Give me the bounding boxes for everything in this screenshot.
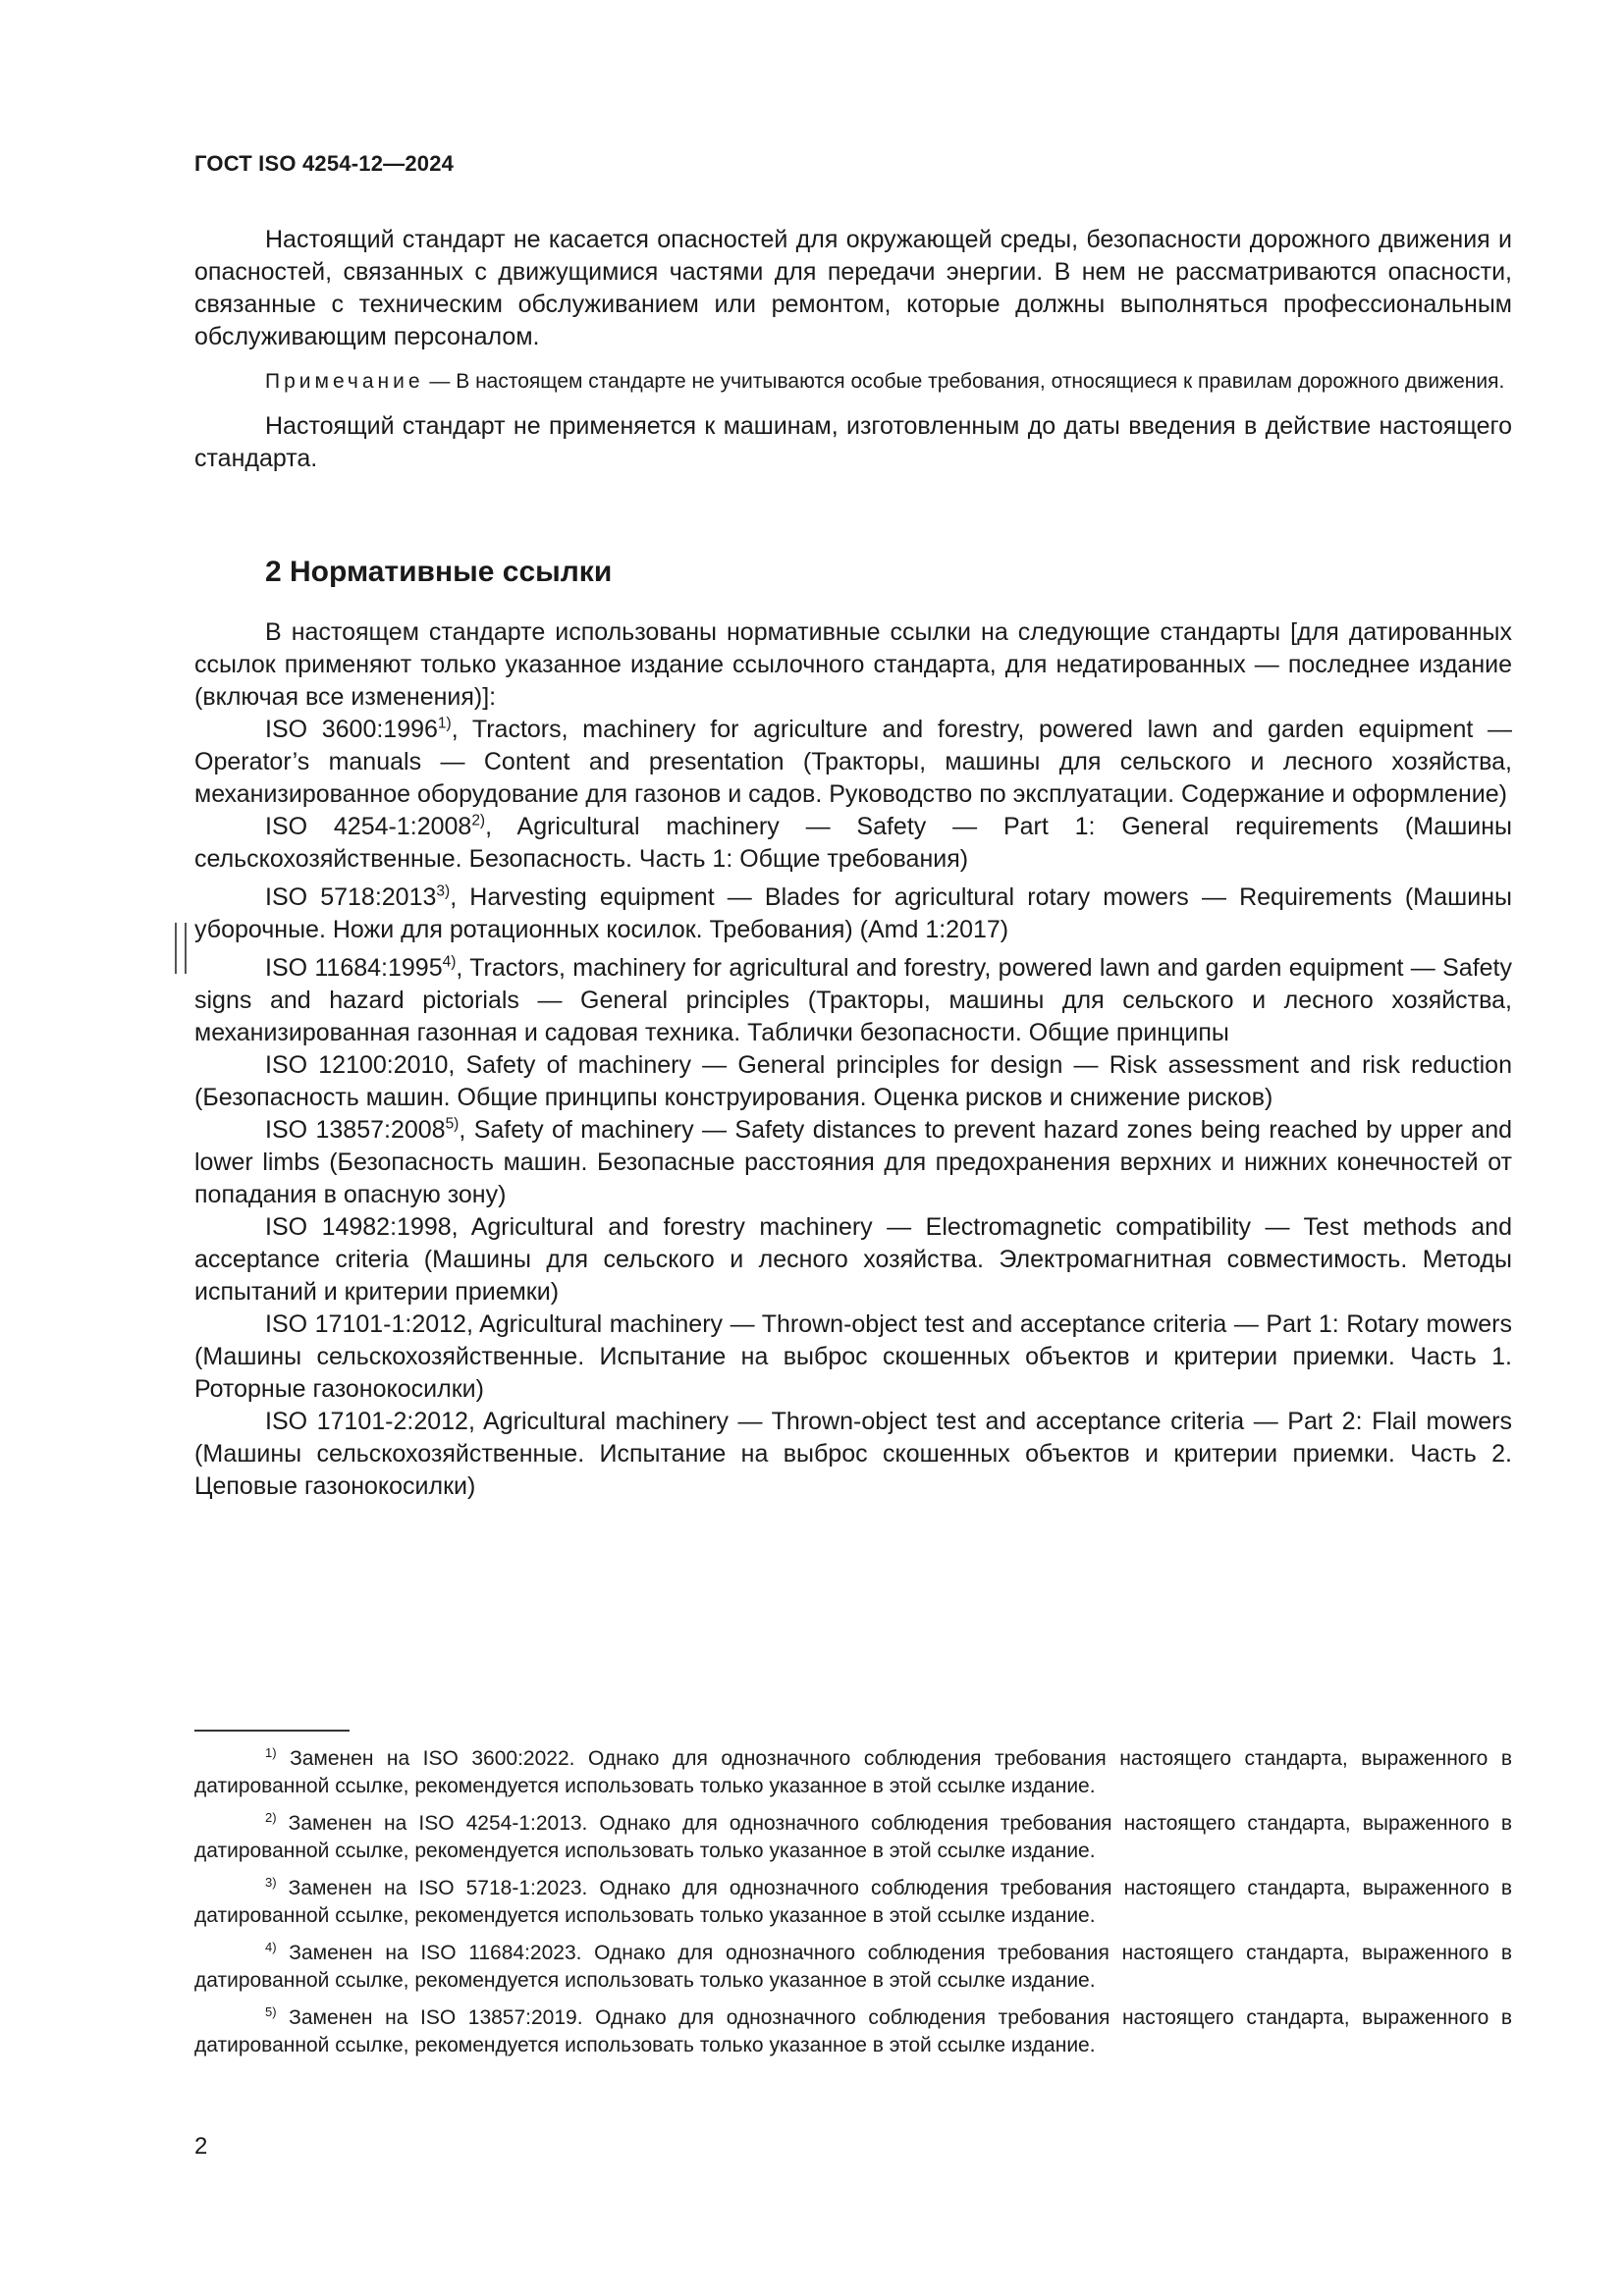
footnote-text: Заменен на ISO 3600:2022. Однако для однозначного соблюдения требования настоящего стандарта, выраженного в датированной ссылке, рекомендуется использовать только указанное в этой ссылке издание. [194,1747,1512,1797]
footnote-number: 4) [265,1940,277,1955]
reference-code: ISO 11684:1995 [265,954,443,982]
note-text: — В настоящем стандарте не учитываются особые требования, относящиеся к правилам дорожного движения. [423,370,1505,393]
reference-code: ISO 17101-2:2012 [265,1408,468,1435]
reference-code: ISO 12100:2010 [265,1051,449,1079]
reference-text: , Agricultural machinery — Thrown-object test and acceptance criteria — Part 2: Flail mowers (Машины сельскохозяйственные. Испытание на выброс скошенных объектов и критерии приемки. Часть 2. Цеповые газонокосилки) [194,1408,1512,1500]
reference-item [194,811,1512,876]
footnote [194,2004,1512,2059]
footnote [194,1875,1512,1930]
reference-code: ISO 3600:1996 [265,716,438,743]
references-intro: В настоящем стандарте использованы нормативные ссылки на следующие стандарты [для датированных ссылок применяют только указанное издание ссылочного стандарта, для недатированных — последнее издание (включая все изменения)]: [194,618,1512,711]
scope-continuation [194,224,1512,475]
reference-code: ISO 4254-1:2008 [265,813,472,840]
footnote-number: 2) [265,1810,277,1826]
section-normative-references [194,556,1512,1503]
page-number: 2 [194,2133,208,2160]
reference-item [194,1308,1512,1406]
reference-code: ISO 5718:2013 [265,883,437,911]
footnote-marker: 3) [436,882,451,900]
reference-code: ISO 17101-1:2012 [265,1310,466,1338]
footnote [194,1745,1512,1800]
reference-item [194,1406,1512,1503]
footnote-marker: 2) [471,812,486,829]
reference-code: ISO 14982:1998 [265,1213,452,1241]
footnote [194,1940,1512,1995]
footnote-text: Заменен на ISO 13857:2019. Однако для однозначного соблюдения требования настоящего стандарта, выраженного в датированной ссылке, рекомендуется использовать только указанное в этой ссылке издание. [194,2006,1512,2056]
note-label: Примечание [265,370,424,393]
reference-text: , Harvesting equipment — Blades for agricultural rotary mowers — Requirements (Машины уборочные. Ножи для ротационных косилок. Требования) (Amd 1:2017) [194,883,1512,943]
reference-text: , Safety of machinery — General principles for design — Risk assessment and risk reduction (Безопасность машин. Общие принципы конструирования. Оценка рисков и снижение рисков) [194,1051,1512,1111]
footnote [194,1810,1512,1865]
scope-paragraph-2: Настоящий стандарт не применяется к машинам, изготовленным до даты введения в действие настоящего стандарта. [194,412,1512,472]
footnote-marker: 4) [442,953,457,971]
note-paragraph [194,367,1512,397]
reference-item [194,1211,1512,1308]
footnote-text: Заменен на ISO 4254-1:2013. Однако для однозначного соблюдения требования настоящего стандарта, выраженного в датированной ссылке, рекомендуется использовать только указанное в этой ссылке издание. [194,1812,1512,1862]
reference-item [194,952,1512,1049]
footnote-text: Заменен на ISO 11684:2023. Однако для однозначного соблюдения требования настоящего стандарта, выраженного в датированной ссылке, рекомендуется использовать только указанное в этой ссылке издание. [194,1942,1512,1992]
footnotes [194,1745,1512,2059]
footnote-number: 5) [265,2004,277,2020]
change-bar [175,923,187,974]
reference-text: , Agricultural and forestry machinery — Electromagnetic compatibility — Test methods and acceptance criteria (Машины для сельского и лесного хозяйства. Электромагнитная совместимость. Методы испытаний и критерии приемки) [194,1213,1512,1306]
footnote-number: 3) [265,1875,277,1891]
reference-text: , Tractors, machinery for agriculture and forestry, powered lawn and garden equipment — Operator’s manuals — Content and presentation (Тракторы, машины для сельского и лесного хозяйства, механизированное оборудование для газонов и садов. Руководство по эксплуатации. Содержание и оформление) [194,716,1512,808]
reference-item [194,1114,1512,1211]
footnote-number: 1) [265,1745,277,1761]
reference-item [194,1049,1512,1114]
footnote-marker: 5) [445,1115,460,1133]
footnote-text: Заменен на ISO 5718-1:2023. Однако для однозначного соблюдения требования настоящего стандарта, выраженного в датированной ссылке, рекомендуется использовать только указанное в этой ссылке издание. [194,1877,1512,1927]
reference-text: , Tractors, machinery for agricultural and forestry, powered lawn and garden equipment — Safety signs and hazard pictorials — General principles (Тракторы, машины для сельского и лесного хозяйства, механизированная газонная и садовая техника. Таблички безопасности. Общие принципы [194,954,1512,1046]
document-header: ГОСТ ISO 4254-12—2024 [194,151,455,176]
reference-item [194,881,1512,946]
reference-code: ISO 13857:2008 [265,1116,446,1144]
section-heading: 2 Нормативные ссылки [265,556,613,588]
scope-paragraph-1: Настоящий стандарт не касается опасностей для окружающей среды, безопасности дорожного движения и опасностей, связанных с движущимися частями для передачи энергии. В нем не рассматриваются опасности, связанные с техническим обслуживанием или ремонтом, которые должны выполняться профессиональным обслуживающим персоналом. [194,226,1512,350]
reference-text: , Agricultural machinery — Thrown-object test and acceptance criteria — Part 1: Rotary mowers (Машины сельскохозяйственные. Испытание на выброс скошенных объектов и критерии приемки. Часть 1. Роторные газонокосилки) [194,1310,1512,1403]
reference-text: , Safety of machinery — Safety distances to prevent hazard zones being reached by upper and lower limbs (Безопасность машин. Безопасные расстояния для предохранения верхних и нижних конечностей от попадания в опасную зону) [194,1116,1512,1208]
footnote-separator [194,1730,350,1732]
reference-text: , Agricultural machinery — Safety — Part 1: General requirements (Машины сельскохозяйственные. Безопасность. Часть 1: Общие требования) [194,813,1512,873]
footnote-marker: 1) [437,715,452,732]
reference-item [194,714,1512,811]
